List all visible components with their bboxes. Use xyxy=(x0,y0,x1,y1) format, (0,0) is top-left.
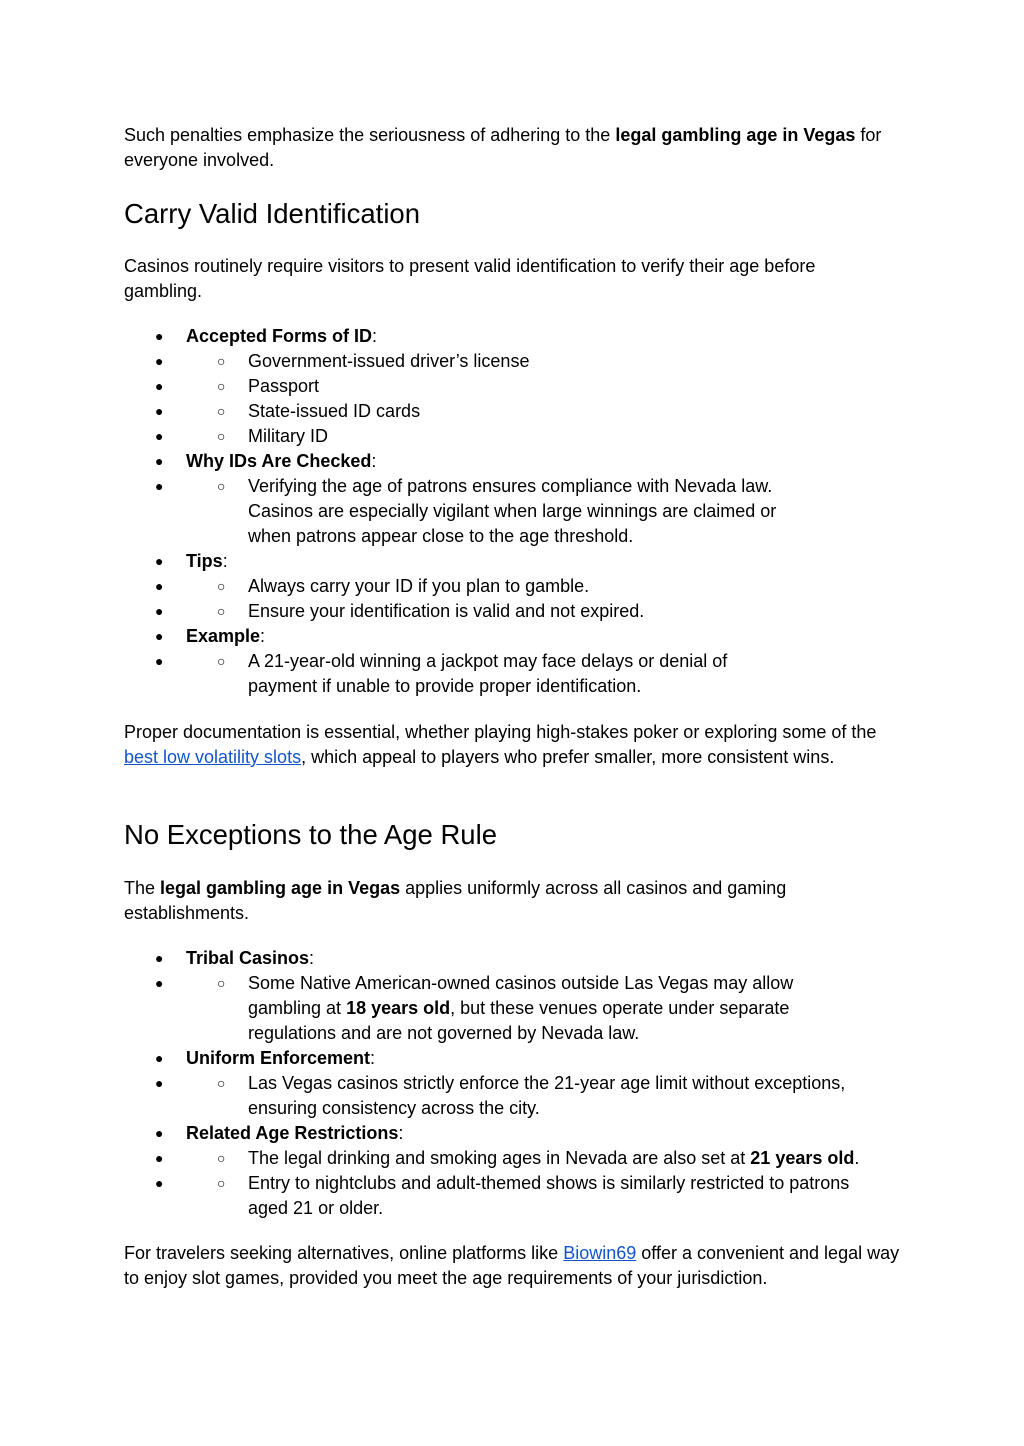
list-item-label: Example xyxy=(186,626,261,646)
hollow-bullet-icon: ● ○ xyxy=(217,603,226,619)
hollow-bullet-icon: ● ○ xyxy=(217,1075,226,1091)
sub-item xyxy=(124,424,914,449)
list-item-label: Uniform Enforcement xyxy=(186,1048,371,1068)
sub-item xyxy=(124,649,788,699)
para-text-end: applies uniformly across all casinos and gaming establishments. xyxy=(124,878,787,923)
list-item-label: Related Age Restrictions xyxy=(186,1123,399,1143)
sub-item xyxy=(124,1171,888,1221)
sub-item-text: Government-issued driver’s license xyxy=(248,351,530,371)
hollow-bullet-icon: ● ○ xyxy=(217,353,226,369)
sub-item xyxy=(124,374,914,399)
section2-list xyxy=(124,946,914,1221)
hollow-bullet-icon: ● ○ xyxy=(217,378,226,394)
list-item-label: Tribal Casinos xyxy=(186,948,310,968)
list-item-label: Tips xyxy=(186,551,223,571)
intro-text-end: for everyone involved. xyxy=(124,125,882,170)
hollow-bullet-icon: ● ○ xyxy=(217,653,226,669)
sub-item-text: Military ID xyxy=(248,426,328,446)
hollow-bullet-icon: ● ○ xyxy=(217,975,226,991)
list-item-tribal-casinos: ● Tribal Casinos: xyxy=(124,946,914,971)
sub-item xyxy=(124,399,914,424)
list-item-related-restrictions: ● Related Age Restrictions: xyxy=(124,1121,914,1146)
sub-item xyxy=(124,599,914,624)
section1-closing-paragraph xyxy=(124,720,889,770)
sub-item-text: Passport xyxy=(248,376,320,396)
list-item-label: Why IDs Are Checked xyxy=(186,451,372,471)
section1-paragraph: Casinos routinely require visitors to present valid identification to verify their age before gambling. xyxy=(124,256,816,301)
sub-item xyxy=(124,474,788,549)
list-item-label: Accepted Forms of ID xyxy=(186,326,373,346)
closing-text-end: , which appeal to players who prefer smaller, more consistent wins. xyxy=(301,747,835,767)
list-item-why-ids: ● Why IDs Are Checked: xyxy=(124,449,914,474)
hollow-bullet-icon: ● ○ xyxy=(217,1150,226,1166)
closing-text: For travelers seeking alternatives, online platforms like xyxy=(124,1243,564,1263)
hollow-bullet-icon: ● ○ xyxy=(217,403,226,419)
intro-bold: legal gambling age in Vegas xyxy=(615,125,856,145)
sub-item-text: Las Vegas casinos strictly enforce the 21-year age limit without exceptions, ensuring consistency across the city. xyxy=(248,1073,846,1118)
hollow-bullet-icon: ● ○ xyxy=(217,1175,226,1191)
list-item-accepted-ids: ● Accepted Forms of ID: xyxy=(124,324,914,349)
sub-item xyxy=(124,1146,914,1171)
sub-item-text: Ensure your identification is valid and not expired. xyxy=(248,601,645,621)
sub-item-text: State-issued ID cards xyxy=(248,401,421,421)
sub-item-text: Always carry your ID if you plan to gamble. xyxy=(248,576,590,596)
para-bold: legal gambling age in Vegas xyxy=(160,878,401,898)
sub-item-text: Entry to nightclubs and adult-themed shows is similarly restricted to patrons aged 21 or older. xyxy=(248,1173,850,1218)
sub-item-text-end: , but these venues operate under separate regulations and are not governed by Nevada law. xyxy=(248,998,790,1043)
section-heading-carry-id: Carry Valid Identification xyxy=(124,198,421,229)
link-best-low-volatility-slots[interactable]: best low volatility slots xyxy=(124,747,302,767)
sub-item-text: The legal drinking and smoking ages in Nevada are also set at xyxy=(248,1148,751,1168)
sub-item xyxy=(124,574,914,599)
section1-list xyxy=(124,324,914,699)
sub-item-text: A 21-year-old winning a jackpot may face delays or denial of payment if unable to provide proper identification. xyxy=(248,651,728,696)
intro-paragraph xyxy=(124,123,914,173)
sub-item xyxy=(124,971,828,1046)
list-item-example: ● Example: xyxy=(124,624,914,649)
para-text: The xyxy=(124,878,161,898)
intro-text: Such penalties emphasize the seriousness of adhering to the xyxy=(124,125,616,145)
list-item-uniform-enforcement: ● Uniform Enforcement: xyxy=(124,1046,914,1071)
hollow-bullet-icon: ● ○ xyxy=(217,478,226,494)
sub-item-bold: 18 years old xyxy=(346,998,451,1018)
sub-item xyxy=(124,349,914,374)
section-heading-no-exceptions: No Exceptions to the Age Rule xyxy=(124,819,498,850)
hollow-bullet-icon: ● ○ xyxy=(217,428,226,444)
section2-paragraph xyxy=(124,876,844,926)
sub-item-bold: 21 years old xyxy=(750,1148,855,1168)
closing-text-end: offer a convenient and legal way to enjoy slot games, provided you meet the age requirements of your jurisdiction. xyxy=(124,1243,900,1288)
sub-item xyxy=(124,1071,888,1121)
section2-closing-paragraph xyxy=(124,1241,914,1291)
link-biowin69[interactable]: Biowin69 xyxy=(563,1243,637,1263)
list-item-tips: ● Tips: xyxy=(124,549,914,574)
closing-text: Proper documentation is essential, whether playing high-stakes poker or exploring some of the xyxy=(124,722,877,742)
sub-item-text-end: . xyxy=(854,1148,860,1168)
sub-item-text: Some Native American-owned casinos outside Las Vegas may allow gambling at xyxy=(248,973,794,1018)
hollow-bullet-icon: ● ○ xyxy=(217,578,226,594)
sub-item-text: Verifying the age of patrons ensures compliance with Nevada law. Casinos are especially vigilant when large winnings are claimed or when patrons appear close to the age threshold. xyxy=(248,476,777,546)
